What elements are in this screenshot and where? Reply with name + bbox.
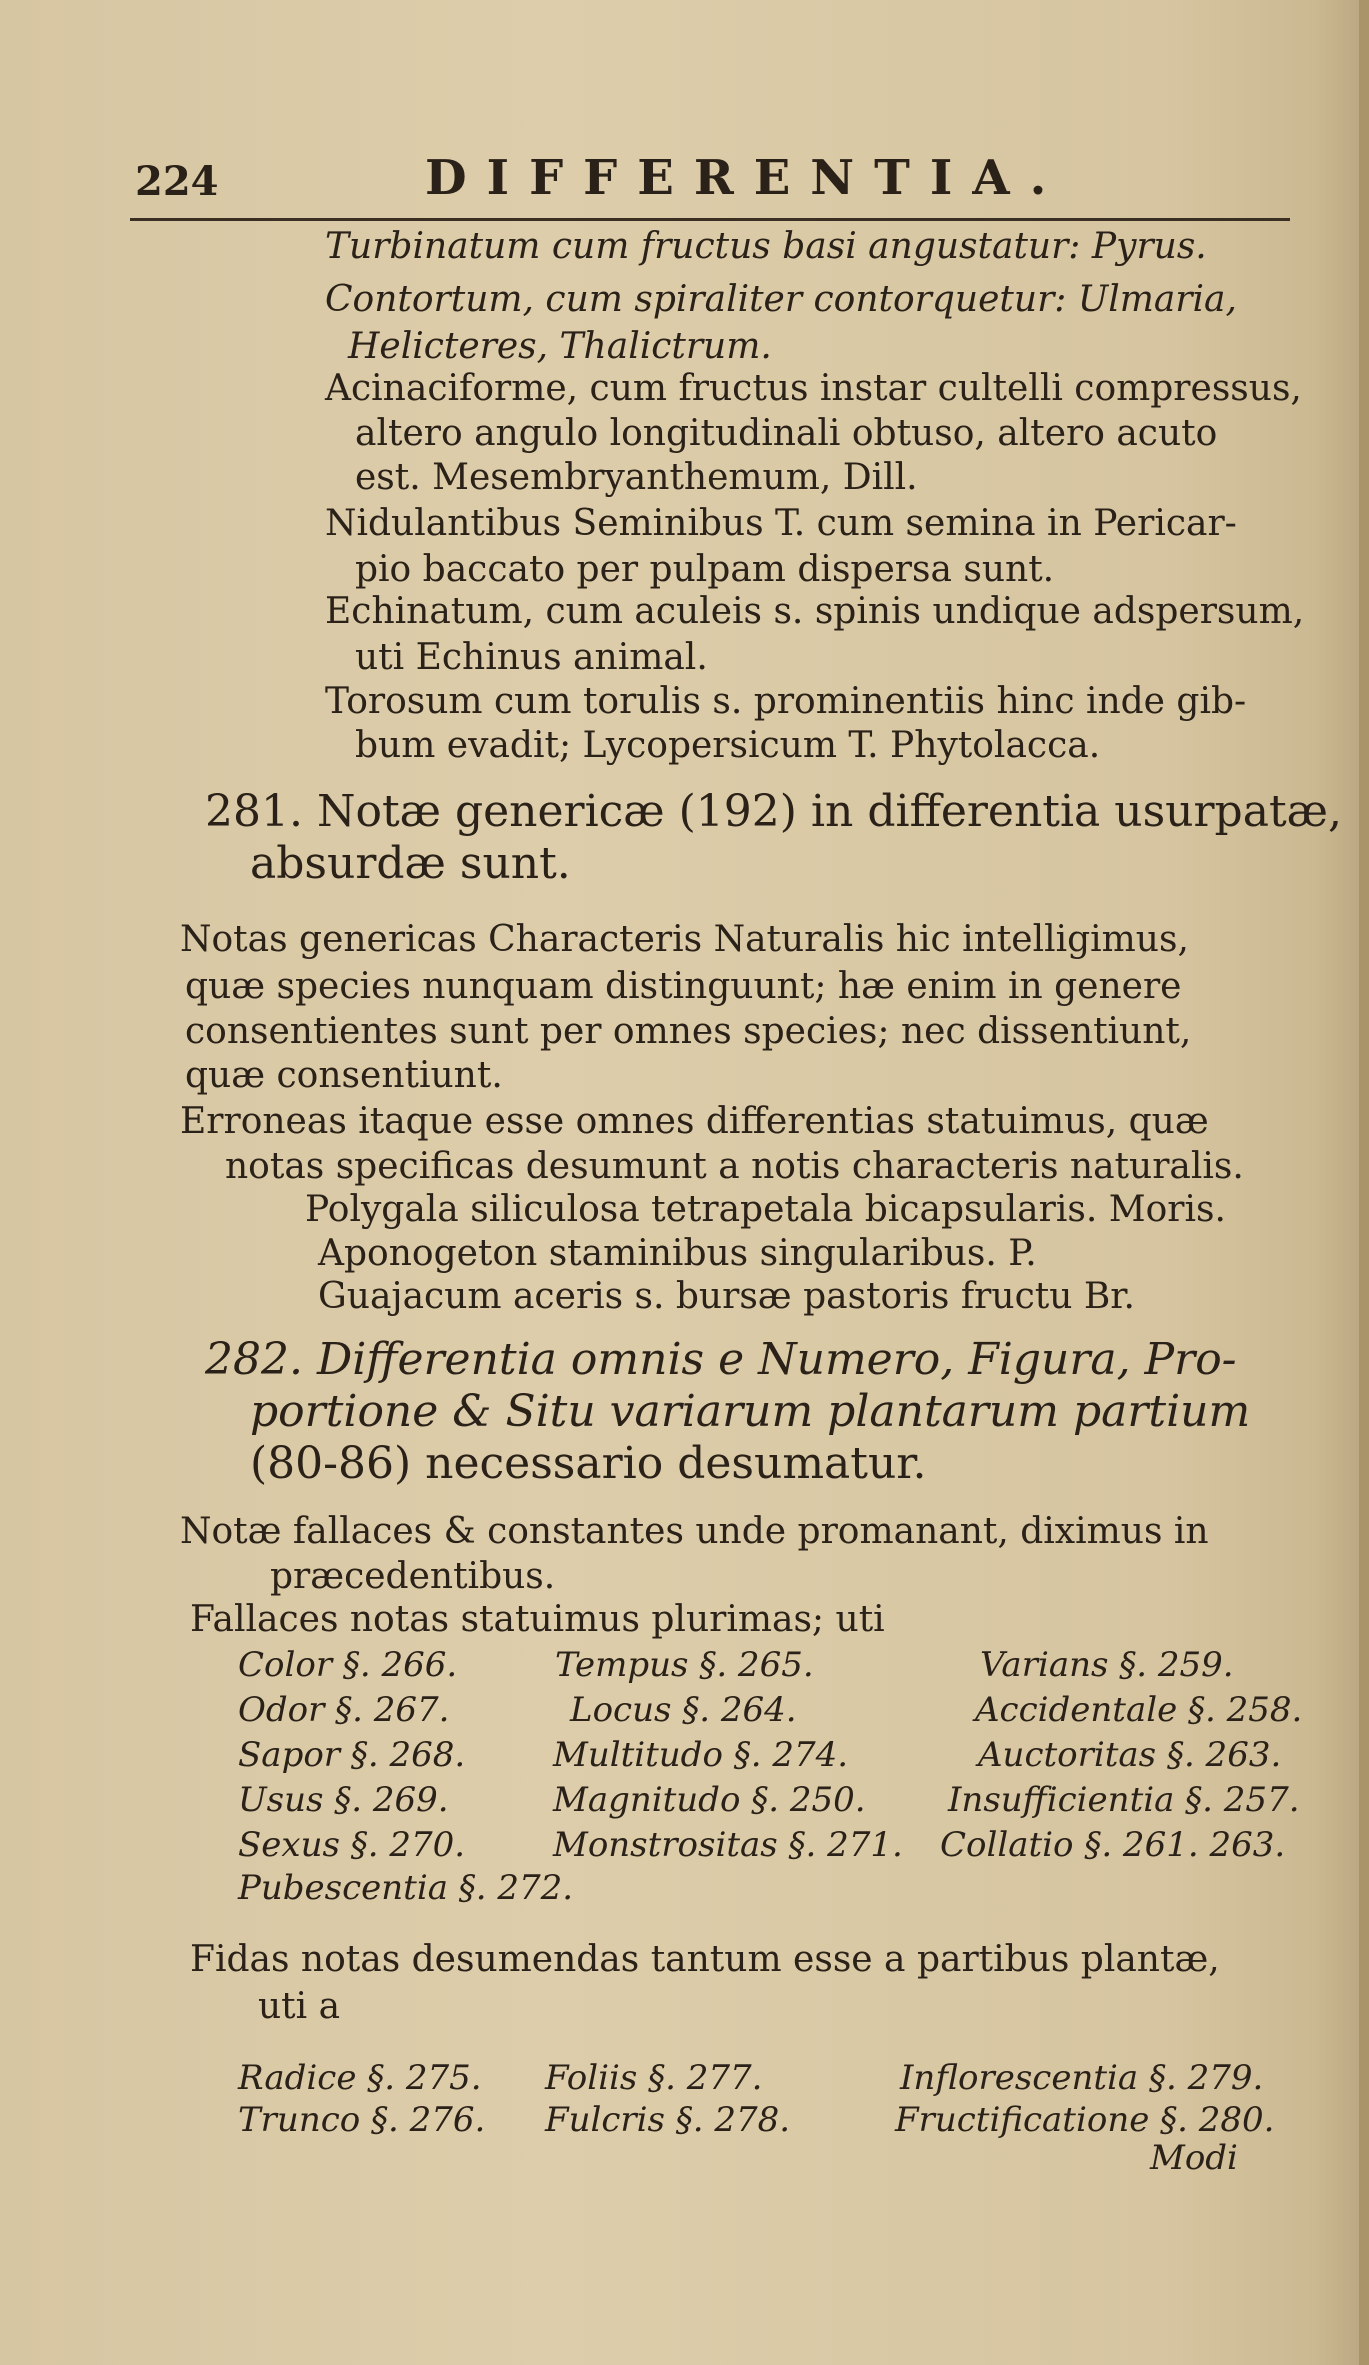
running-title: DIFFERENTIA. <box>425 150 1067 206</box>
table-cell: Trunco §. 276. <box>238 2100 486 2140</box>
table-cell: Odor §. 267. <box>238 1690 450 1730</box>
table-cell: Foliis §. 277. <box>545 2058 763 2098</box>
text-line: Helicteres, Thalictrum. <box>348 326 772 367</box>
text-line: Torosum cum torulis s. prominentiis hinc inde gib- <box>325 681 1247 722</box>
page-header <box>135 150 1285 210</box>
paragraph-line: Fidas notas desumendas tantum esse a partibus plantæ, <box>190 1939 1220 1980</box>
table-cell: Inflorescentia §. 279. <box>900 2058 1264 2098</box>
table-cell: Accidentale §. 258. <box>975 1690 1303 1730</box>
paragraph-line: consentientes sunt per omnes species; nec dissentiunt, <box>185 1011 1192 1052</box>
table-cell: Tempus §. 265. <box>555 1645 814 1685</box>
text-line: Nidulantibus Seminibus T. cum semina in Pericar- <box>325 503 1237 544</box>
header-rule <box>130 218 1290 221</box>
text-line: bum evadit; Lycopersicum T. Phytolacca. <box>355 725 1101 766</box>
table-cell: Insufficientia §. 257. <box>948 1780 1300 1820</box>
text-line: Contortum, cum spiraliter contorquetur: Ulmaria, <box>325 279 1237 320</box>
page-number: 224 <box>135 158 219 205</box>
text-line: altero angulo longitudinali obtuso, altero acuto <box>355 413 1218 454</box>
section-281-heading: 281. Notæ genericæ (192) in differentia usurpatæ, <box>205 786 1342 837</box>
table-cell: Sapor §. 268. <box>238 1735 466 1775</box>
table-cell: Fructificatione §. 280. <box>895 2100 1275 2140</box>
text-line: est. Mesembryanthemum, Dill. <box>355 457 918 498</box>
paragraph-line: Erroneas itaque esse omnes differentias statuimus, quæ <box>180 1101 1209 1142</box>
example-line: Polygala siliculosa tetrapetala bicapsularis. Moris. <box>305 1189 1226 1230</box>
section-282-heading-cont: (80-86) necessario desumatur. <box>250 1438 927 1489</box>
table-cell: Sexus §. 270. <box>238 1825 466 1865</box>
catchword: Modi <box>1150 2138 1238 2178</box>
example-line: Aponogeton staminibus singularibus. P. <box>318 1233 1037 1274</box>
table-cell: Usus §. 269. <box>238 1780 449 1820</box>
paragraph-line: Notas genericas Characteris Naturalis hic intelligimus, <box>180 919 1189 960</box>
paragraph-line: quæ consentiunt. <box>185 1055 503 1096</box>
text-line: pio baccato per pulpam dispersa sunt. <box>355 549 1055 590</box>
section-282-heading: 282. Differentia omnis e Numero, Figura, Pro- <box>205 1334 1237 1385</box>
table-cell: Auctoritas §. 263. <box>978 1735 1282 1775</box>
table-cell: Pubescentia §. 272. <box>238 1868 574 1908</box>
text-line: Acinaciforme, cum fructus instar cultelli compressus, <box>325 368 1302 409</box>
table-cell: Radice §. 275. <box>238 2058 482 2098</box>
paragraph-line: uti a <box>258 1986 341 2027</box>
section-281-heading-cont: absurdæ sunt. <box>250 838 571 889</box>
paragraph-line: Notæ fallaces & constantes unde promanant, diximus in <box>180 1511 1209 1552</box>
example-line: Guajacum aceris s. bursæ pastoris fructu Br. <box>318 1276 1135 1317</box>
text-line: Echinatum, cum aculeis s. spinis undique adspersum, <box>325 591 1305 632</box>
section-282-heading-cont: portione & Situ variarum plantarum partium <box>250 1386 1251 1437</box>
table-cell: Monstrositas §. 271. <box>553 1825 903 1865</box>
text-line: Turbinatum cum fructus basi angustatur: Pyrus. <box>325 226 1207 267</box>
paragraph-line: Fallaces notas statuimus plurimas; uti <box>190 1599 885 1640</box>
table-cell: Color §. 266. <box>238 1645 458 1685</box>
table-cell: Magnitudo §. 250. <box>553 1780 866 1820</box>
paragraph-line: præcedentibus. <box>270 1556 556 1597</box>
table-cell: Fulcris §. 278. <box>545 2100 791 2140</box>
page-edge <box>1359 0 1369 2365</box>
paragraph-line: notas specificas desumunt a notis characteris naturalis. <box>225 1146 1244 1187</box>
text-line: uti Echinus animal. <box>355 637 708 678</box>
table-cell: Multitudo §. 274. <box>553 1735 849 1775</box>
table-cell: Varians §. 259. <box>980 1645 1234 1685</box>
paragraph-line: quæ species nunquam distinguunt; hæ enim in genere <box>185 966 1182 1007</box>
table-cell: Locus §. 264. <box>570 1690 797 1730</box>
table-cell: Collatio §. 261. 263. <box>940 1825 1286 1865</box>
